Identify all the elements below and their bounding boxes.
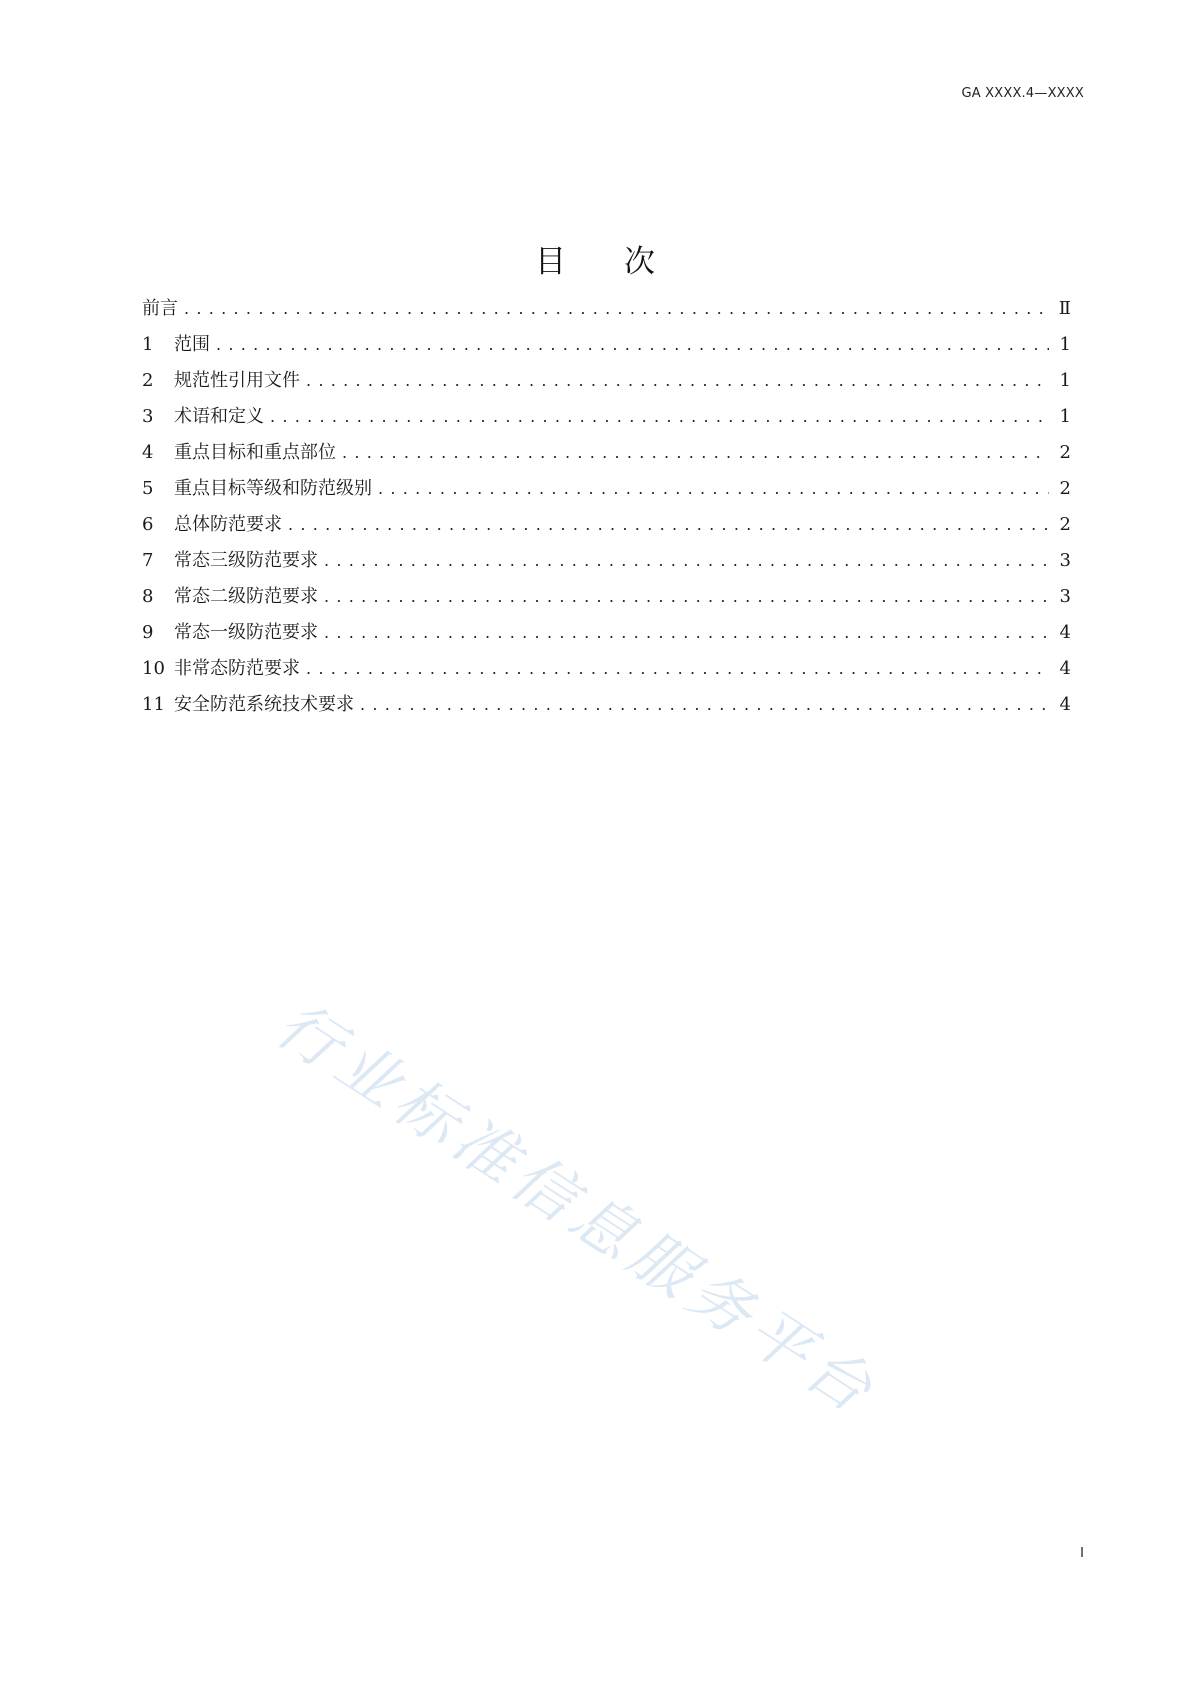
toc-entry-label: 总体防范要求 <box>174 514 282 535</box>
toc-leader-dots <box>216 327 1049 363</box>
toc-entry-number: 7 <box>142 550 154 571</box>
toc-entry-label: 规范性引用文件 <box>174 370 300 391</box>
toc-entry-1[interactable] <box>142 327 1071 363</box>
toc-entry-page: 2 <box>1059 514 1071 535</box>
toc-entry-label: 常态一级防范要求 <box>174 622 318 643</box>
toc-entry-number: 11 <box>142 694 165 715</box>
toc-entry-number: 4 <box>142 442 154 463</box>
page-number: I <box>1080 1546 1084 1561</box>
toc-entry-number: 2 <box>142 370 154 391</box>
toc-entry-7[interactable] <box>142 543 1071 579</box>
toc-leader-dots <box>324 543 1049 579</box>
toc-entry-label: 安全防范系统技术要求 <box>174 694 354 715</box>
toc-entry-label: 常态三级防范要求 <box>174 550 318 571</box>
toc-leader-dots <box>342 435 1049 471</box>
toc-leader-dots <box>306 651 1049 687</box>
toc-entry-number: 6 <box>142 514 154 535</box>
toc-entry-page: 3 <box>1059 550 1071 571</box>
toc-title-char-2: 次 <box>624 244 655 280</box>
toc-entry-label: 术语和定义 <box>174 406 264 427</box>
toc-leader-dots <box>306 363 1049 399</box>
toc-entry-number: 10 <box>142 658 165 679</box>
toc-entry-10[interactable] <box>142 651 1071 687</box>
toc-leader-dots <box>270 399 1049 435</box>
toc-title-char-1: 目 <box>535 244 566 280</box>
toc-entry-page: 4 <box>1059 694 1071 715</box>
toc-entry-page: 1 <box>1059 406 1071 427</box>
toc-entry-foreword[interactable] <box>142 291 1071 327</box>
toc-entry-4[interactable] <box>142 435 1071 471</box>
toc-entry-number: 8 <box>142 586 154 607</box>
toc-leader-dots <box>360 687 1049 723</box>
standard-code-header: GA XXXX.4—XXXX <box>961 86 1084 101</box>
toc-entry-page: 3 <box>1059 586 1071 607</box>
toc-entry-label: 常态二级防范要求 <box>174 586 318 607</box>
toc-entry-label: 非常态防范要求 <box>174 658 300 679</box>
toc-entry-9[interactable] <box>142 615 1071 651</box>
toc-entry-5[interactable] <box>142 471 1071 507</box>
toc-entry-2[interactable] <box>142 363 1071 399</box>
toc-entry-label: 范围 <box>174 334 210 355</box>
toc-leader-dots <box>324 579 1049 615</box>
toc-entry-number: 9 <box>142 622 154 643</box>
toc-entry-6[interactable] <box>142 507 1071 543</box>
toc-entry-number: 1 <box>142 334 154 355</box>
toc-entry-label: 重点目标和重点部位 <box>174 442 336 463</box>
toc-entry-page: 1 <box>1059 370 1071 391</box>
toc-entry-label: 前言 <box>142 298 178 319</box>
watermark-text: 行业标准信息服务平台 <box>263 987 891 1430</box>
toc-title <box>0 236 1190 281</box>
table-of-contents <box>142 291 1071 723</box>
toc-entry-number: 3 <box>142 406 154 427</box>
toc-entry-11[interactable] <box>142 687 1071 723</box>
toc-entry-8[interactable] <box>142 579 1071 615</box>
toc-entry-page: 2 <box>1059 478 1071 499</box>
toc-leader-dots <box>184 291 1049 327</box>
toc-entry-label: 重点目标等级和防范级别 <box>174 478 372 499</box>
toc-entry-number: 5 <box>142 478 154 499</box>
toc-entry-3[interactable] <box>142 399 1071 435</box>
toc-leader-dots <box>378 471 1049 507</box>
toc-leader-dots <box>288 507 1049 543</box>
toc-entry-page: 4 <box>1059 622 1071 643</box>
toc-entry-page: 2 <box>1059 442 1071 463</box>
toc-leader-dots <box>324 615 1049 651</box>
toc-entry-page: 1 <box>1059 334 1071 355</box>
toc-entry-page: Ⅱ <box>1058 298 1071 319</box>
toc-entry-page: 4 <box>1059 658 1071 679</box>
